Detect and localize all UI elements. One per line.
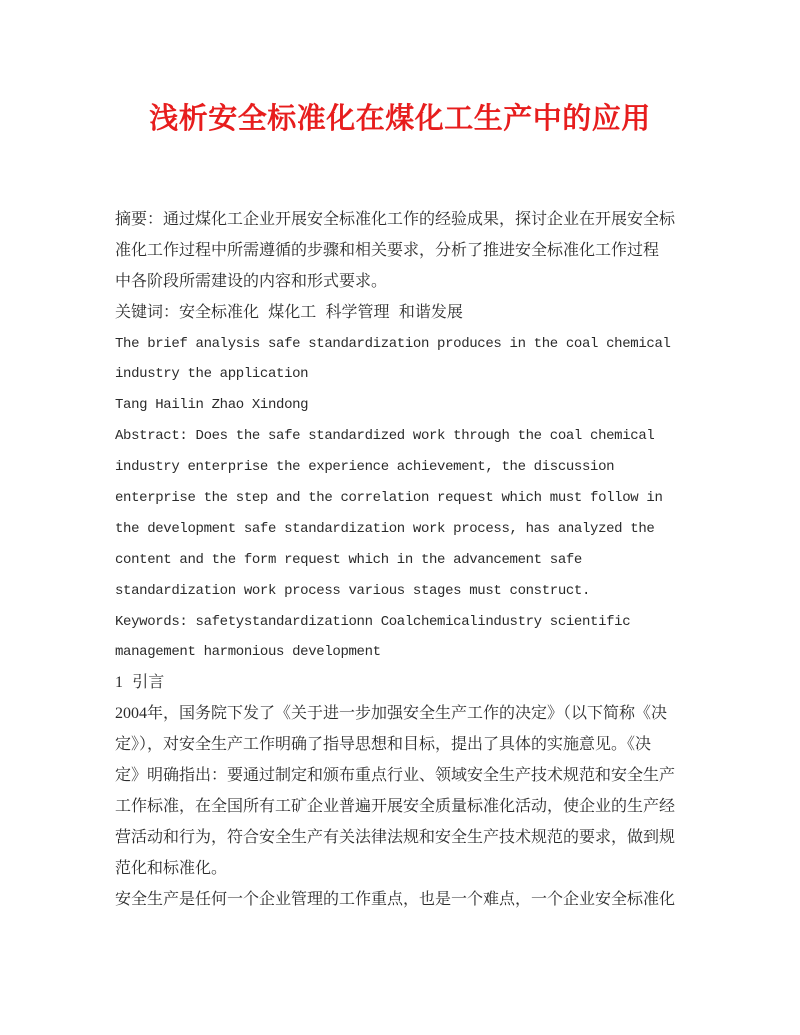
abstract-en-line: enterprise the step and the correlation request which must follow in <box>115 490 663 507</box>
section-1-heading-line: 1 引言 <box>115 674 165 692</box>
title-en-line: industry the application <box>115 366 309 383</box>
abstract-en-line: standardization work process various stages must construct. <box>115 582 591 599</box>
abstract-en-line: industry enterprise the experience achievement, the discussion <box>115 459 615 476</box>
title-en-line: The brief analysis safe standardization produces in the coal chemical <box>115 335 671 352</box>
intro-paragraph-line: 范化和标准化。 <box>115 859 228 877</box>
abstract-zh-line: 摘要：通过煤化工企业开展安全标准化工作的经验成果，探讨企业在开展安全标 <box>115 211 676 228</box>
abstract-zh-line: 准化工作过程中所需遵循的步骤和相关要求，分析了推进安全标准化工作过程 <box>115 241 660 259</box>
document-body <box>115 205 687 915</box>
safety-production-paragraph-line: 安全生产是任何一个企业管理的工作重点，也是一个难点，一个企业安全标准化 <box>115 890 676 908</box>
abstract-en-line: Abstract: Does the safe standardized work through the coal chemical <box>115 428 655 445</box>
abstract-zh-line: 中各阶段所需建设的内容和形式要求。 <box>115 272 388 290</box>
abstract-en-line: content and the form request which in the advancement safe <box>115 551 582 568</box>
authors-line: Tang Hailin Zhao Xindong <box>115 397 309 414</box>
keywords-zh-line: 关键词：安全标准化 煤化工 科学管理 和谐发展 <box>115 303 463 321</box>
intro-paragraph-line: 定》明确指出：要通过制定和颁布重点行业、领域安全生产技术规范和安全生产 <box>115 767 676 785</box>
document-title: 浅析安全标准化在煤化工生产中的应用 <box>149 103 651 135</box>
keywords-en-line: Keywords: safetystandardizationn Coalchemicalindustry scientific <box>115 613 631 630</box>
abstract-en-line: the development safe standardization work process, has analyzed the <box>115 520 655 537</box>
intro-paragraph-line: 2004年，国务院下发了《关于进一步加强安全生产工作的决定》（以下简称《决 <box>115 705 668 723</box>
intro-paragraph-line: 定》），对安全生产工作明确了指导思想和目标，提出了具体的实施意见。《决 <box>115 736 652 754</box>
keywords-en-line: management harmonious development <box>115 644 381 661</box>
intro-paragraph-line: 工作标准，在全国所有工矿企业普遍开展安全质量标准化活动，使企业的生产经 <box>115 797 676 815</box>
intro-paragraph-line: 营活动和行为，符合安全生产有关法律法规和安全生产技术规范的要求，做到规 <box>115 828 676 846</box>
